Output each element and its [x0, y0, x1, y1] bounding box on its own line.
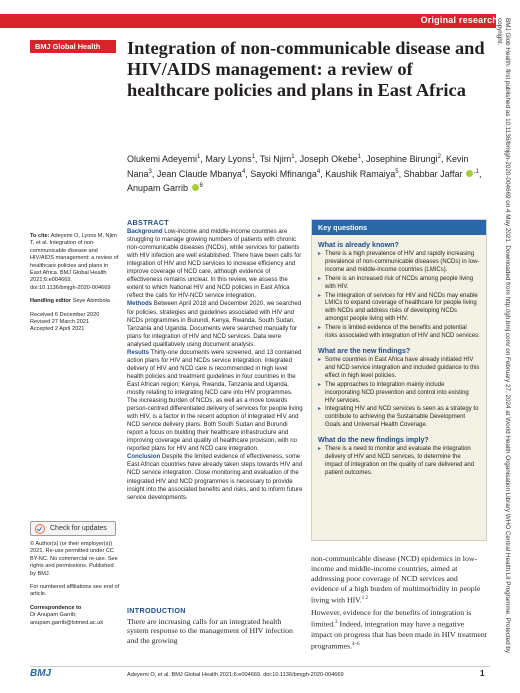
author-affiliation: 1 [291, 154, 295, 160]
key-questions-subheading: What is already known? [318, 241, 399, 249]
revised-date: Revised 27 March 2021 [30, 319, 90, 326]
author-name[interactable]: Mary Lyons [205, 154, 252, 164]
handling-editor [30, 298, 120, 305]
body-paragraph-1 [311, 554, 487, 606]
key-questions-item: ▸ There is a high prevalence of HIV and rapidly increasing prevalence of non-communicable diseases (NCDs) in low-income and middle-income countries (LMICs). [318, 251, 480, 275]
author-affiliation: 5 [395, 168, 399, 175]
check-updates-icon [35, 524, 45, 534]
check-for-updates-button[interactable] [30, 521, 116, 536]
abstract-conclusion [127, 453, 303, 501]
correspondence-block [30, 605, 120, 627]
journal-tag: BMJ Global Health [30, 40, 116, 53]
to-cite-label: To cite: [30, 233, 50, 239]
author-affiliation: 1 [197, 154, 201, 160]
background-label: Background [127, 228, 163, 236]
paragraph-1-text: non-communicable disease (NCD) epidemics in low-income and middle-income countries, aimed at addressing poor coverage of NCD services and evidence of a high burden of multimorbidity in people living with HIV. [311, 554, 481, 605]
paragraph-2-start: However, evidence for the benefits of integration is limited. [311, 608, 472, 629]
reference-1[interactable]: 1 2 [361, 596, 369, 602]
paragraph-2-rest: Indeed, integration may have a negative impact on progress that has been made in HIV treatment programmes. [311, 619, 487, 651]
introduction [127, 606, 303, 645]
abstract-methods [127, 300, 303, 348]
handling-editor-name: Seye Abimbola [72, 298, 110, 305]
correspondence-label: Correspondence to [30, 604, 82, 611]
body-column-right [311, 554, 487, 654]
methods-text: Between April 2018 and December 2020, we searched for policies, strategies and guidelines associated with HIV and NCDs programmes in Burundi, Kenya, Rwanda, South Sudan, Tanzania and Uganda. Documents were searched manually for plans for integration of HIV and NCD services. Data were analysed qualitatively using document analysis. [127, 300, 302, 348]
orcid-icon[interactable] [192, 184, 199, 191]
conclusion-text: Despite the limited evidence of effectiveness, some East African countries have already taken steps towards HIV and NCD service integration. Close monitoring and evaluation of the integrated HIV and NCD programmes is necessary to provide insight into the associated benefits and risks, and to inform future service developments. [127, 453, 303, 501]
author-name[interactable]: Jean Claude Mbanya [156, 168, 242, 179]
copyright-notice: © Author(s) (or their employer(s)) 2021. Re-use permitted under CC BY-NC. No commercial re-use. See rights and permissions. Published by BMJ. [30, 541, 118, 577]
author-name[interactable]: Olukemi Adeyemi [127, 154, 198, 164]
author-affiliation: 1 [357, 154, 362, 160]
key-questions-body [312, 241, 486, 478]
key-questions-item: ▸ There is limited evidence of the benefits and potential risks associated with integration of HIV and NCD services. [318, 325, 480, 341]
orcid-icon[interactable] [466, 170, 473, 177]
article-info-column [30, 233, 120, 340]
author-affiliation: ,1 [473, 168, 479, 175]
author-name[interactable]: Shabbar Jaffar [403, 168, 463, 179]
introduction-text: There are increasing calls for an integrated health system response to the management of HIV infection and the growing [127, 617, 293, 645]
footer-citation: Adeyemi O, et al. BMJ Global Health 2021;6:e004669. doi:10.1136/bmjgh-2020-004669 [127, 672, 344, 678]
key-questions-list [318, 446, 480, 478]
results-text: Thirty-one documents were screened, and 13 contained action plans for HIV and NCDs service integration. Integrated delivery of HIV and NCD care is recommended in high level health policies and treatment guidelines in four countries in the East African region; Kenya, Rwanda, Tanzania and Uganda, mostly relating to integrating NCD care into HIV programmes. The increasing burden of NCDs, as well as a move towards person-centred differentiated delivery of services for people living with HIV, is a factor in the recent adoption of integrated HIV and NCD service delivery plans. Both South Sudan and Burundi report a focus on building their healthcare infrastructure and improving coverage and quality of healthcare provision, with no reported plans for HIV and NCD care integration. [127, 348, 303, 453]
download-notice: BMJ Glob Health: first published as 10.1136/bmjgh-2020-004669 on 4 May 2021. Downloaded from http://gh.bmj.com/ on February 27, 2024 at World Health Organisation Library WHO Central Health Lit Programme. Protected by copyright. [495, 18, 511, 654]
bmj-logo: BMJ [30, 668, 52, 679]
correspondence-email[interactable]: anupam.garrib@lstmed.ac.uk [30, 619, 104, 626]
key-questions-item: ▸ The integration of services for HIV and NCDs may enable LMICs to expand coverage of healthcare for people living with NCDs and address risks of developing NCDs amongst people living with HIV. [318, 293, 480, 325]
download-sidebar [493, 18, 511, 658]
author-name[interactable]: Kevin Nana [127, 154, 469, 179]
author-affiliation: 2 [437, 154, 441, 160]
author-affiliation: 1 [251, 154, 255, 160]
accepted-date: Accepted 2 April 2021 [30, 326, 85, 333]
author-name[interactable]: Sayoki Mfinanga [250, 168, 317, 179]
rights-column [30, 541, 120, 627]
key-questions-item: ▸ There is an increased risk of NCDs among people living with HIV. [318, 276, 480, 292]
abstract-results [127, 349, 303, 454]
key-questions-list [318, 357, 480, 430]
page-number: 1 [480, 669, 485, 678]
author-name[interactable]: Anupam Garrib [127, 183, 189, 194]
author-name[interactable]: Tsi Njim [259, 154, 292, 164]
key-questions-subheading: What do the new findings imply? [318, 436, 429, 445]
results-label: Results [127, 348, 150, 356]
author-affiliation: 4 [241, 168, 246, 175]
methods-label: Methods [127, 300, 153, 308]
abstract-background [127, 228, 303, 300]
author-name[interactable]: Kaushik Ramaiya [325, 168, 396, 179]
reference-3[interactable]: 4–6 [351, 641, 360, 647]
background-text: Low-income and middle-income countries are struggling to manage growing numbers of patients with chronic non-communicable diseases (NCDs), while services for patients with HIV infection are well established. There have been calls for integration of HIV and NCD services to increase efficiency and improve coverage of NCD care, although evidence of effectiveness remains unclear. In this review, we assess the extent to which National HIV and NCD policies in East Africa reflect the calls for HIV-NCD service integration. [127, 228, 302, 300]
section-label: Original research [420, 15, 498, 25]
footer-divider [30, 666, 490, 667]
key-questions-heading: Key questions [312, 220, 486, 235]
correspondence-name: Dr Anupam Garrib; [30, 612, 77, 619]
key-questions-item: ▸ Integrating HIV and NCD services is seen as a strategy to contribute to achieving the Sustainable Development Goals and Universal Health Coverage. [318, 406, 480, 430]
key-questions-box [311, 219, 487, 541]
to-cite-block [30, 233, 120, 292]
handling-editor-label: Handling editor [30, 298, 72, 305]
author-affiliation: 3 [148, 168, 152, 175]
abstract-heading: ABSTRACT [127, 218, 169, 227]
key-questions-list [318, 251, 480, 341]
reference-2[interactable]: 3 [335, 620, 338, 626]
author-affiliation: 6 [199, 183, 203, 190]
body-paragraph-2 [311, 608, 487, 652]
check-updates-label: Check for updates [50, 525, 107, 532]
key-questions-item: ▸ There is a need to monitor and evaluate the integration delivery of HIV and NCD services, to determine the impact of integration on the quality of care delivered and patient outcomes. [318, 446, 480, 478]
author-list: Olukemi Adeyemi$^1$, Mary Lyons$^1$, Tsi Njim$^1$, Joseph Okebe$^1$, Josephine Birungi$^2$, Kevin Nana$^3$, Jean Claude Mbanya$^4$, Sayoki Mfinanga$^4$, Kaushik Ramaiya$^5$, Shabbar Jaffar $^{,1}$, Anupam Garrib $^6$ [127, 154, 482, 194]
affiliations-note: For numbered affiliations see end of article. [30, 584, 120, 598]
introduction-heading: INTRODUCTION [127, 606, 186, 615]
to-cite-text: Adeyemi O, Lyons M, Njim T, et al. Integration of non-communicable disease and HIV/AIDS management: a review of healthcare policies and plans in East Africa. BMJ Global Health 2021;6:e004669. doi:10.1136/bmjgh-2020-004669 [30, 233, 119, 291]
author-name[interactable]: Joseph Okebe [299, 154, 358, 164]
key-questions-item: ▸ The approaches to integration mainly include incorporating NCD prevention and control into existing HIV services. [318, 382, 480, 406]
article-title: Integration of non-communicable disease and HIV/AIDS management: a review of healthcare policies and plans in East Africa [127, 38, 485, 100]
key-questions-item: ▸ Some countries in East Africa have already initiated HIV and NCD service integration and included guidance to this effect in high level policies. [318, 357, 480, 381]
abstract [127, 219, 303, 502]
dates-block [30, 312, 120, 334]
author-affiliation: 4 [316, 168, 321, 175]
author-name[interactable]: Josephine Birungi [366, 154, 438, 164]
received-date: Received 6 December 2020 [30, 311, 100, 318]
key-questions-subheading: What are the new findings? [318, 346, 411, 355]
conclusion-label: Conclusion [127, 453, 161, 461]
